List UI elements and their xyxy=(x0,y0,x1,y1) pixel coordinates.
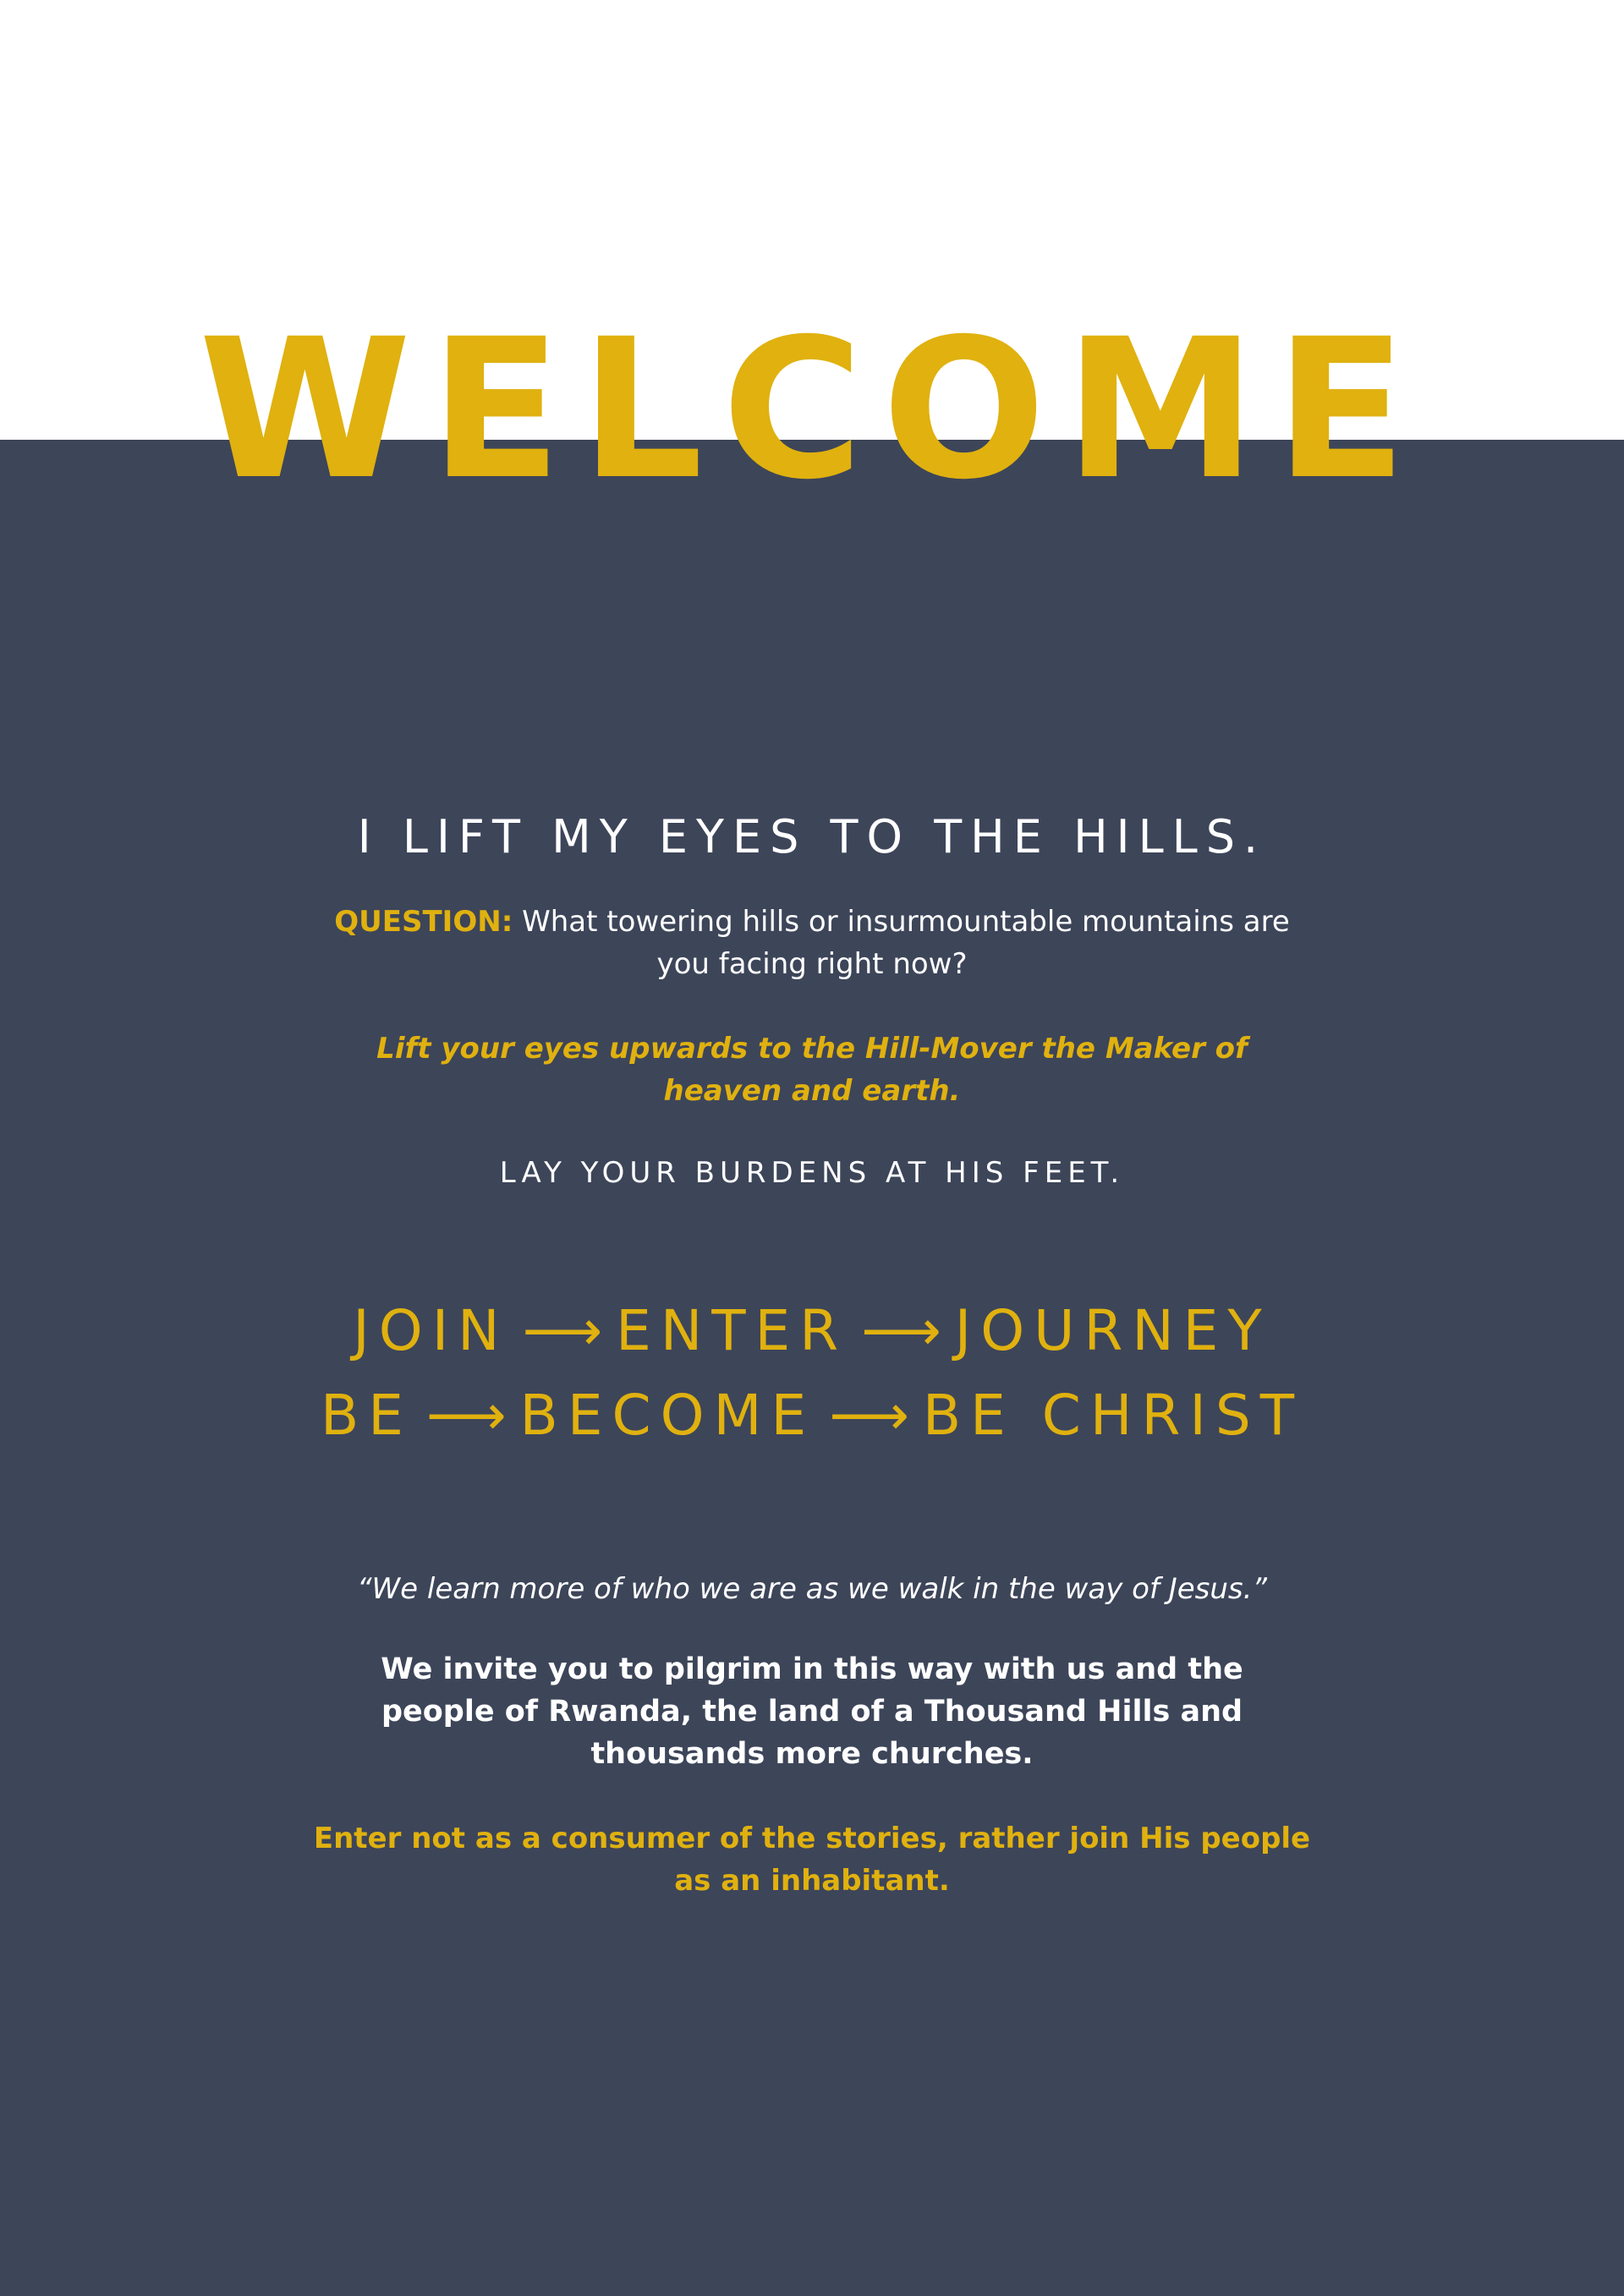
journey-word-be-christ: BE CHRIST xyxy=(922,1383,1304,1449)
welcome-title: WELCOME xyxy=(198,297,1426,522)
arrow-right-icon: ⟶ xyxy=(522,1298,603,1364)
question-paragraph xyxy=(304,901,1320,985)
journey-line-1 xyxy=(304,1289,1320,1373)
arrow-right-icon: ⟶ xyxy=(425,1383,507,1449)
lift-eyes-text: Lift your eyes upwards to the Hill-Mover the Maker of heaven and earth. xyxy=(376,1032,1248,1109)
jesus-quote: “We learn more of who we are as we walk in the way of Jesus.” xyxy=(356,1572,1268,1607)
hills-heading: I LIFT MY EYES TO THE HILLS. xyxy=(357,810,1267,863)
arrow-right-icon: ⟶ xyxy=(829,1383,909,1449)
journey-line-2 xyxy=(304,1373,1320,1458)
invite-paragraph: We invite you to pilgrim in this way with us and the people of Rwanda, the land of a Thousand Hills and thousands more churches. xyxy=(381,1652,1243,1772)
arrow-right-icon: ⟶ xyxy=(861,1298,941,1364)
question-label: QUESTION: xyxy=(334,905,513,940)
journey-word-be: BE xyxy=(320,1383,413,1449)
journey-word-enter: ENTER xyxy=(616,1298,848,1364)
journey-word-journey: JOURNEY xyxy=(954,1298,1271,1364)
enter-not-paragraph: Enter not as a consumer of the stories, rather join His people as an inhabitant. xyxy=(313,1822,1311,1899)
journey-word-become: BECOME xyxy=(519,1383,816,1449)
journey-word-join: JOIN xyxy=(353,1298,509,1364)
main-content xyxy=(304,808,1320,1902)
question-text: What towering hills or insurmountable mountains are you facing right now? xyxy=(522,905,1290,982)
burdens-text: LAY YOUR BURDENS AT HIS FEET. xyxy=(499,1156,1125,1191)
